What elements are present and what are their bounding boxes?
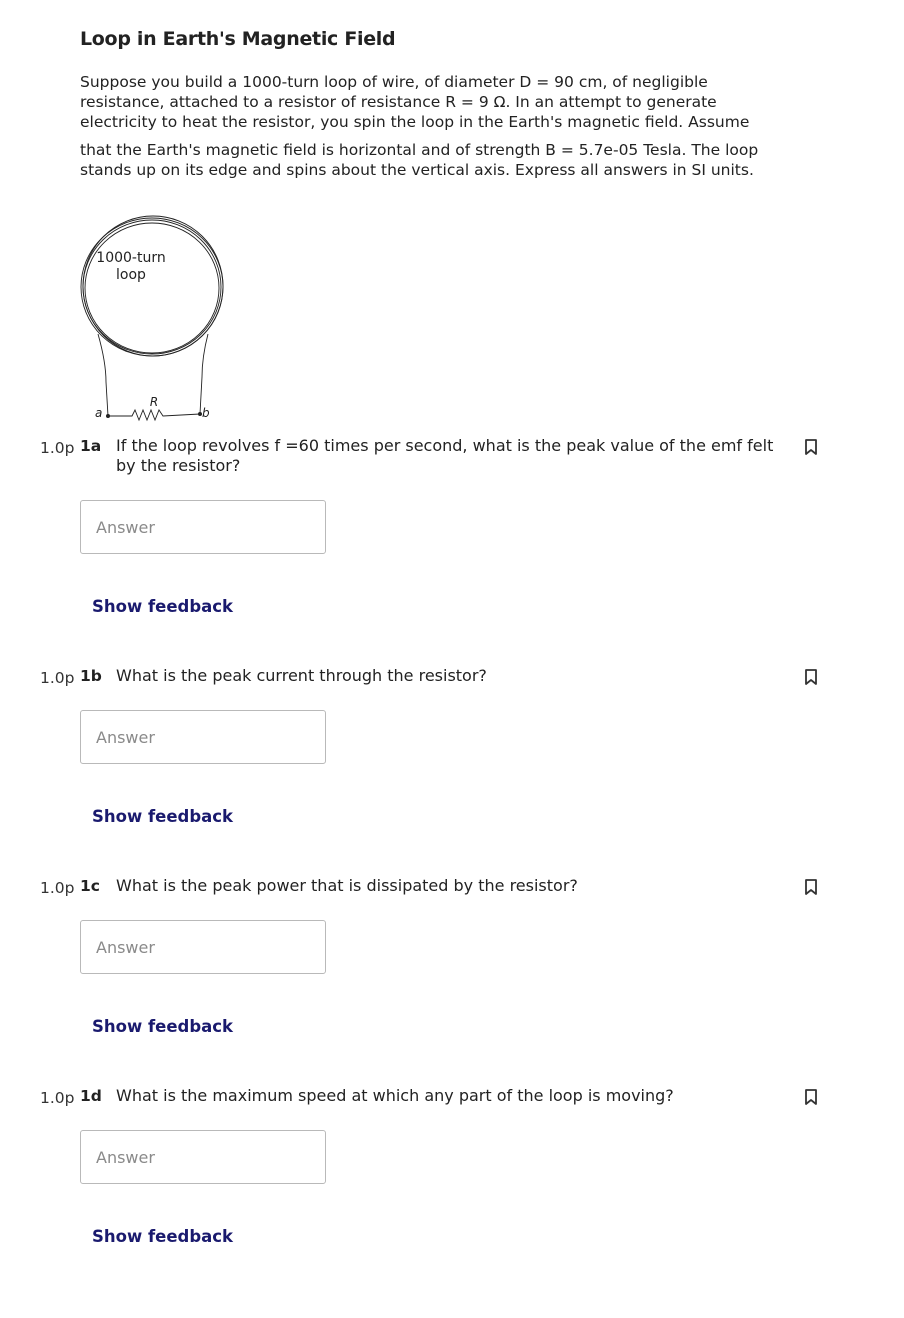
- page-title: Loop in Earth's Magnetic Field: [80, 28, 396, 50]
- loop-diagram: [78, 212, 238, 427]
- loop-turn: [83, 220, 221, 354]
- points-label: 1.0p: [40, 879, 75, 897]
- points-label: 1.0p: [40, 439, 75, 457]
- terminal-a-dot: [106, 414, 110, 418]
- resistor: [108, 410, 200, 420]
- lead-wire-right: [200, 334, 208, 414]
- terminal-b-label: b: [202, 406, 210, 420]
- loop-label: 1000-turn: [96, 250, 166, 266]
- show-feedback-button-1c[interactable]: Show feedback: [92, 1017, 234, 1036]
- loop-label: loop: [116, 267, 146, 283]
- intro-paragraph: Suppose you build a 1000-turn loop of wire, of diameter D = 90 cm, of negligible resistance, attached to a resistor of resistance R = 9 Ω. In an attempt to generate electricity to heat the resistor, you spin the loop in the Earth's magnetic field. Assume: [80, 73, 750, 131]
- points-label: 1.0p: [40, 669, 75, 687]
- question-text: What is the peak power that is dissipated by the resistor?: [116, 876, 578, 895]
- bookmark-icon[interactable]: [803, 878, 819, 896]
- intro-paragraph: that the Earth's magnetic field is horizontal and of strength B = 5.7e-05 Tesla. The loop stands up on its edge and spins about the vertical axis. Express all answers in SI units.: [80, 141, 759, 179]
- question-text: What is the maximum speed at which any part of the loop is moving?: [116, 1086, 674, 1105]
- bookmark-icon[interactable]: [803, 438, 819, 456]
- lead-wire-left: [98, 334, 108, 416]
- loop-turn: [85, 223, 219, 353]
- terminal-a-label: a: [95, 406, 103, 420]
- question-text: What is the peak current through the resistor?: [116, 666, 487, 685]
- resistor-label: R: [149, 395, 159, 409]
- bookmark-icon[interactable]: [803, 1088, 819, 1106]
- question-text: If the loop revolves f =60 times per second, what is the peak value of the emf felt by the resistor?: [116, 436, 774, 475]
- points-label: 1.0p: [40, 1089, 75, 1107]
- show-feedback-button-1a[interactable]: Show feedback: [92, 597, 234, 616]
- answer-input-1c[interactable]: [80, 920, 326, 974]
- loop-turn: [81, 218, 223, 356]
- question-number: 1d: [80, 1087, 102, 1105]
- bookmark-icon[interactable]: [803, 668, 819, 686]
- answer-input-1d[interactable]: [80, 1130, 326, 1184]
- answer-input-1b[interactable]: [80, 710, 326, 764]
- show-feedback-button-1d[interactable]: Show feedback: [92, 1227, 234, 1246]
- problem-description: [80, 72, 780, 188]
- answer-input-1a[interactable]: [80, 500, 326, 554]
- question-number: 1b: [80, 667, 102, 685]
- question-number: 1a: [80, 437, 102, 455]
- question-number: 1c: [80, 877, 100, 895]
- show-feedback-button-1b[interactable]: Show feedback: [92, 807, 234, 826]
